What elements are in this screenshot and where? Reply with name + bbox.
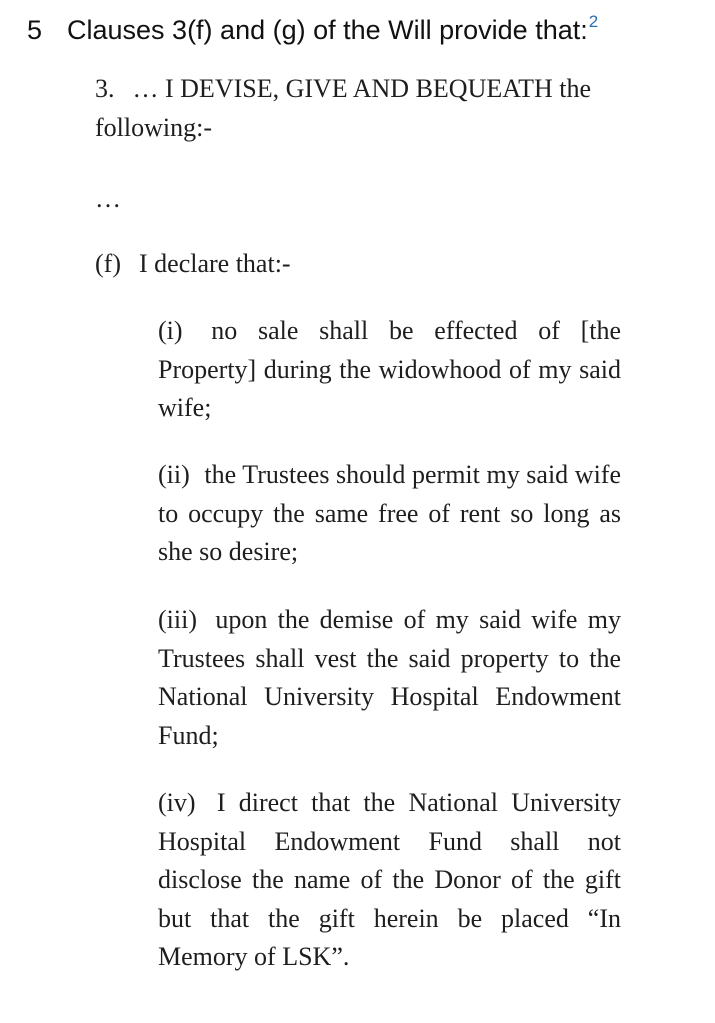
subclause-ii [158, 456, 621, 572]
subclause-text: no sale shall be effected of [the Property] during the widowhood of my said wife; [158, 316, 621, 422]
subclause-label: (iv) [158, 788, 196, 817]
heading-text: Clauses 3(f) and (g) of the Will provide that: [67, 15, 588, 45]
subclause-label: (ii) [158, 460, 190, 489]
subclause-i [158, 312, 621, 428]
subclause-label: (i) [158, 316, 183, 345]
omission-ellipsis: … [95, 184, 122, 213]
paragraph-heading [27, 4, 598, 48]
clause-f-text: I declare that:- [139, 249, 291, 278]
subclause-text: the Trustees should permit my said wife to occupy the same free of rent so long as she so desire; [158, 460, 621, 566]
clause-intro-text: … I DEVISE, GIVE AND BEQUEATH the following:- [95, 74, 592, 142]
quoted-clause-intro [95, 70, 625, 147]
clause-f-label: (f) [95, 249, 121, 278]
subclause-text: upon the demise of my said wife my Trustees shall vest the said property to the National University Hospital Endowment Fund; [158, 605, 621, 750]
clause-f [95, 245, 291, 284]
footnote-link[interactable]: 2 [588, 12, 599, 31]
clause-number: 3. [95, 74, 115, 103]
paragraph-number: 5 [27, 15, 43, 45]
subclause-text: I direct that the National University Hospital Endowment Fund shall not disclose the name of the Donor of the gift but that the gift herein be placed “In Memory of LSK”. [158, 788, 622, 971]
subclause-label: (iii) [158, 605, 197, 634]
subclause-iv [158, 784, 621, 977]
subclause-iii [158, 601, 621, 755]
